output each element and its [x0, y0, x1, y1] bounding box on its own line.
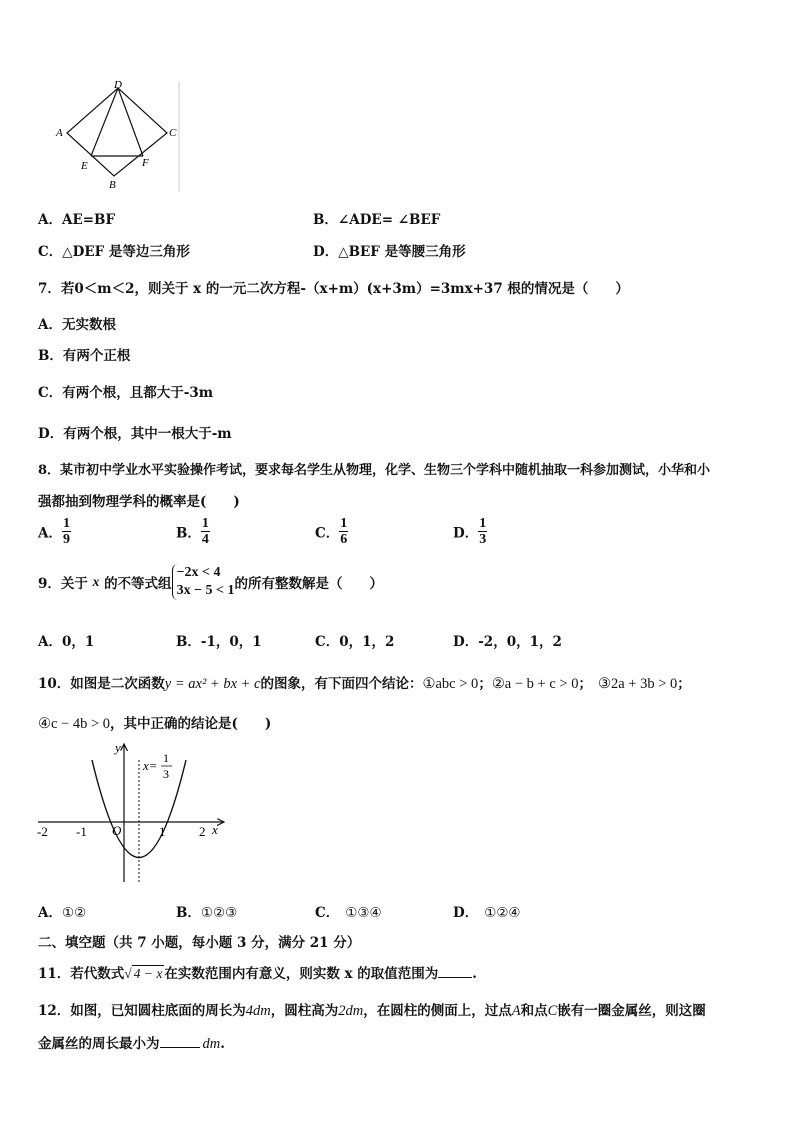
q7-option-d: D．有两个根，其中一根大于-m	[38, 426, 232, 442]
q9-option-c: C．0，1，2	[315, 634, 395, 650]
q8-option-b: B． $\frac{1}{4}$	[176, 516, 209, 547]
tick-label-1: 1	[159, 824, 166, 839]
origin-label: O	[112, 823, 122, 838]
q9-option-d: D．-2，0，1，2	[453, 634, 562, 650]
q6-option-d: D．△BEF 是等腰三角形	[313, 244, 466, 260]
q10-option-a: A．①②	[38, 905, 87, 921]
label-B: B	[109, 179, 116, 191]
label-C: C	[169, 127, 177, 139]
q9-option-a: A．0，1	[38, 634, 95, 650]
label-D: D	[114, 79, 122, 91]
q8-option-d: D． $\frac{1}{3}$	[453, 516, 487, 547]
rhombus-figure	[48, 78, 188, 198]
x-axis-label: x	[212, 822, 218, 837]
q10-option-c: C． ①③④	[315, 905, 382, 921]
tick-label-2: 2	[199, 824, 206, 839]
q7-option-a: A．无实数根	[38, 317, 116, 333]
label-E: E	[81, 160, 88, 172]
sqrt-expression: √ 4 − x	[124, 966, 163, 981]
q12-stem-line1: 12．如图，已知圆柱底面的周长为4dm，圆柱高为2dm，在圆柱的侧面上，过点A和点C嵌有一圈金属丝，则这圈	[38, 1003, 706, 1019]
symmetry-eq-num: 1	[163, 751, 169, 765]
answer-blank[interactable]	[438, 977, 472, 978]
q6-option-c: C．△DEF 是等边三角形	[38, 244, 190, 260]
symmetry-eq-prefix: x=	[143, 758, 158, 773]
q7-option-c: C．有两个根，且都大于-3m	[38, 385, 214, 401]
q6-option-b: B．∠ADE= ∠BEF	[313, 212, 441, 228]
section-title: 二、填空题（共 7 小题，每小题 3 分，满分 21 分）	[38, 935, 361, 951]
q10-stem-line1: 10．如图是二次函数y = ax² + bx + c的图象，有下面四个结论：①abc > 0；②a − b + c > 0； ③2a + 3b > 0；	[38, 676, 691, 692]
q8-option-a: A． $\frac{1}{9}$	[38, 516, 70, 547]
q10-stem-line2: ④c − 4b > 0，其中正确的结论是( )	[38, 716, 272, 732]
label-A: A	[56, 127, 63, 139]
q6-option-a: A．AE=BF	[38, 212, 116, 228]
q9-stem: 9．关于 x 的不等式组−2x < 4 3x − 5 < 1的所有整数解是（ ）	[38, 565, 384, 598]
q7-stem: 7．若0＜m＜2，则关于 x 的一元二次方程-（x+m）(x+3m）=3mx+37 根的情况是（ ）	[38, 281, 629, 297]
tick-label-neg1: -1	[76, 824, 87, 839]
q9-option-b: B．-1，0，1	[176, 634, 262, 650]
answer-blank[interactable]	[160, 1047, 200, 1048]
inequality-system: −2x < 4 3x − 5 < 1	[172, 564, 235, 600]
q7-option-b: B．有两个正根	[38, 348, 131, 364]
tick-label-neg2: -2	[37, 824, 48, 839]
y-axis-label: y	[115, 740, 121, 755]
q10-option-b: B．①②③	[176, 905, 238, 921]
q8-stem-line2: 强都抽到物理学科的概率是( )	[38, 494, 240, 510]
label-F: F	[142, 157, 149, 169]
q12-stem-line2: 金属丝的周长最小为 dm.	[38, 1036, 225, 1052]
q10-option-d: D． ①②④	[453, 905, 521, 921]
parabola-graph	[34, 740, 234, 890]
q8-option-c: C． $\frac{1}{6}$	[315, 516, 348, 547]
symmetry-eq-den: 3	[163, 767, 169, 781]
q8-stem-line1: 8．某市初中学业水平实验操作考试，要求每名学生从物理，化学、生物三个学科中随机抽取一科参加测试，小华和小	[38, 463, 711, 478]
q11-stem: 11．若代数式√ 4 − x 在实数范围内有意义，则实数 x 的取值范围为 .	[38, 966, 477, 982]
